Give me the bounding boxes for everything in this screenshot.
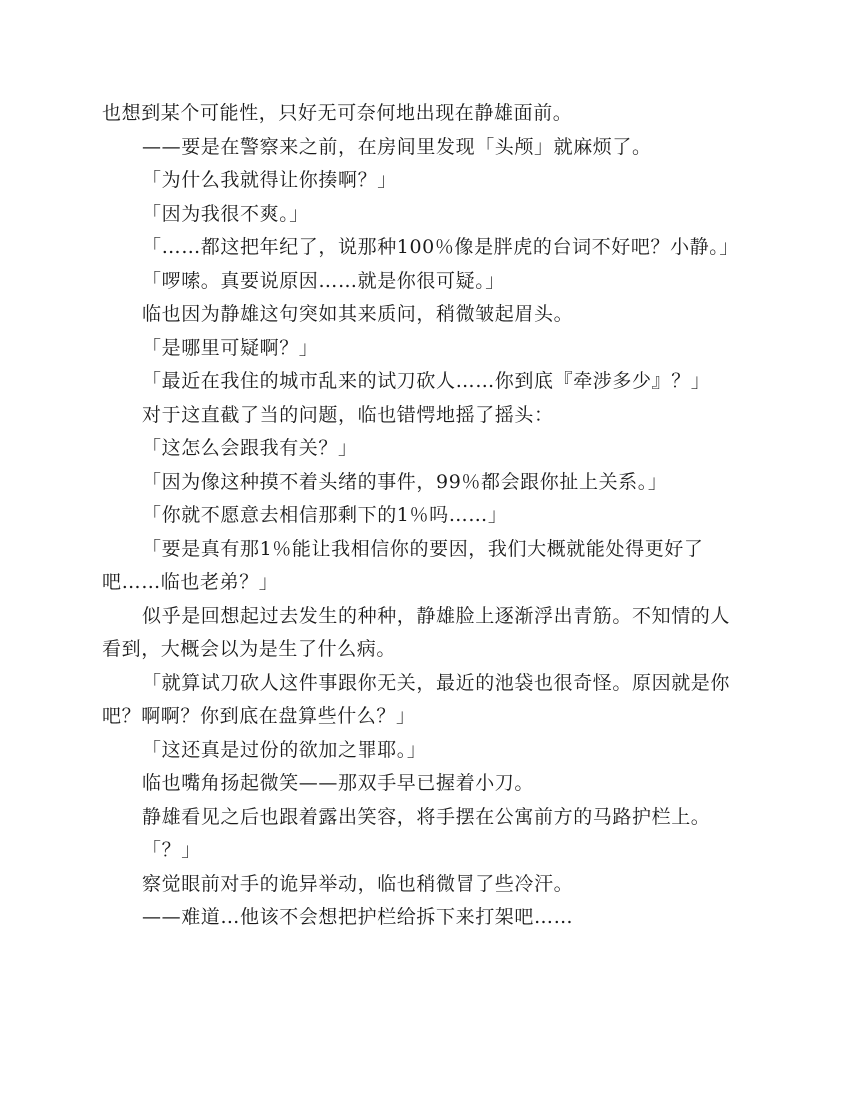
paragraph: 对于这直截了当的问题，临也错愕地摇了摇头： <box>142 403 554 426</box>
paragraph: 察觉眼前对手的诡异举动，临也稍微冒了些冷汗。 <box>142 872 574 895</box>
paragraph: 「要是真有那1％能让我相信你的要因，我们大概就能处得更好了吧……临也老弟？」 <box>102 537 704 593</box>
paragraph: 静雄看见之后也跟着露出笑容，将手摆在公寓前方的马路护栏上。 <box>142 805 711 828</box>
paragraph: 「你就不愿意去相信那剩下的1％吗……」 <box>142 504 508 526</box>
paragraph: 「？」 <box>142 839 201 861</box>
paragraph: 「……都这把年纪了，说那种100％像是胖虎的台词不好吧？小静。」 <box>142 236 739 258</box>
paragraph: 似乎是回想起过去发生的种种，静雄脸上逐渐浮出青筋。不知情的人看到，大概会以为是生了什么病。 <box>102 604 731 660</box>
paragraph: 「因为我很不爽。」 <box>142 202 309 225</box>
paragraph: 临也嘴角扬起微笑——那双手早已握着小刀。 <box>142 772 535 794</box>
paragraph: 「就算试刀砍人这件事跟你无关，最近的池袋也很奇怪。原因就是你吧？啊啊？你到底在盘算些什么？」 <box>102 671 731 727</box>
paragraph: 「最近在我住的城市乱来的试刀砍人……你到底『牵涉多少』？」 <box>142 370 711 392</box>
paragraph: ——难道…他该不会想把护栏给拆下来打架吧…… <box>142 906 574 928</box>
paragraph: 临也因为静雄这句突如其来质问，稍微皱起眉头。 <box>142 303 574 325</box>
paragraph: 也想到某个可能性，只好无可奈何地出现在静雄面前。 <box>102 102 573 124</box>
paragraph: 「啰嗦。真要说原因……就是你很可疑。」 <box>142 269 505 292</box>
paragraph: 「这还真是过份的欲加之罪耶。」 <box>142 738 427 761</box>
paragraph: ——要是在警察来之前，在房间里发现「头颅」就麻烦了。 <box>142 135 652 158</box>
paragraph: 「因为像这种摸不着头绪的事件，99％都会跟你扯上关系。」 <box>142 470 668 493</box>
paragraph: 「这怎么会跟我有关？」 <box>142 437 358 459</box>
body-text <box>102 97 747 935</box>
paragraph: 「是哪里可疑啊？」 <box>142 336 319 359</box>
paragraph: 「为什么我就得让你揍啊？」 <box>142 169 397 191</box>
